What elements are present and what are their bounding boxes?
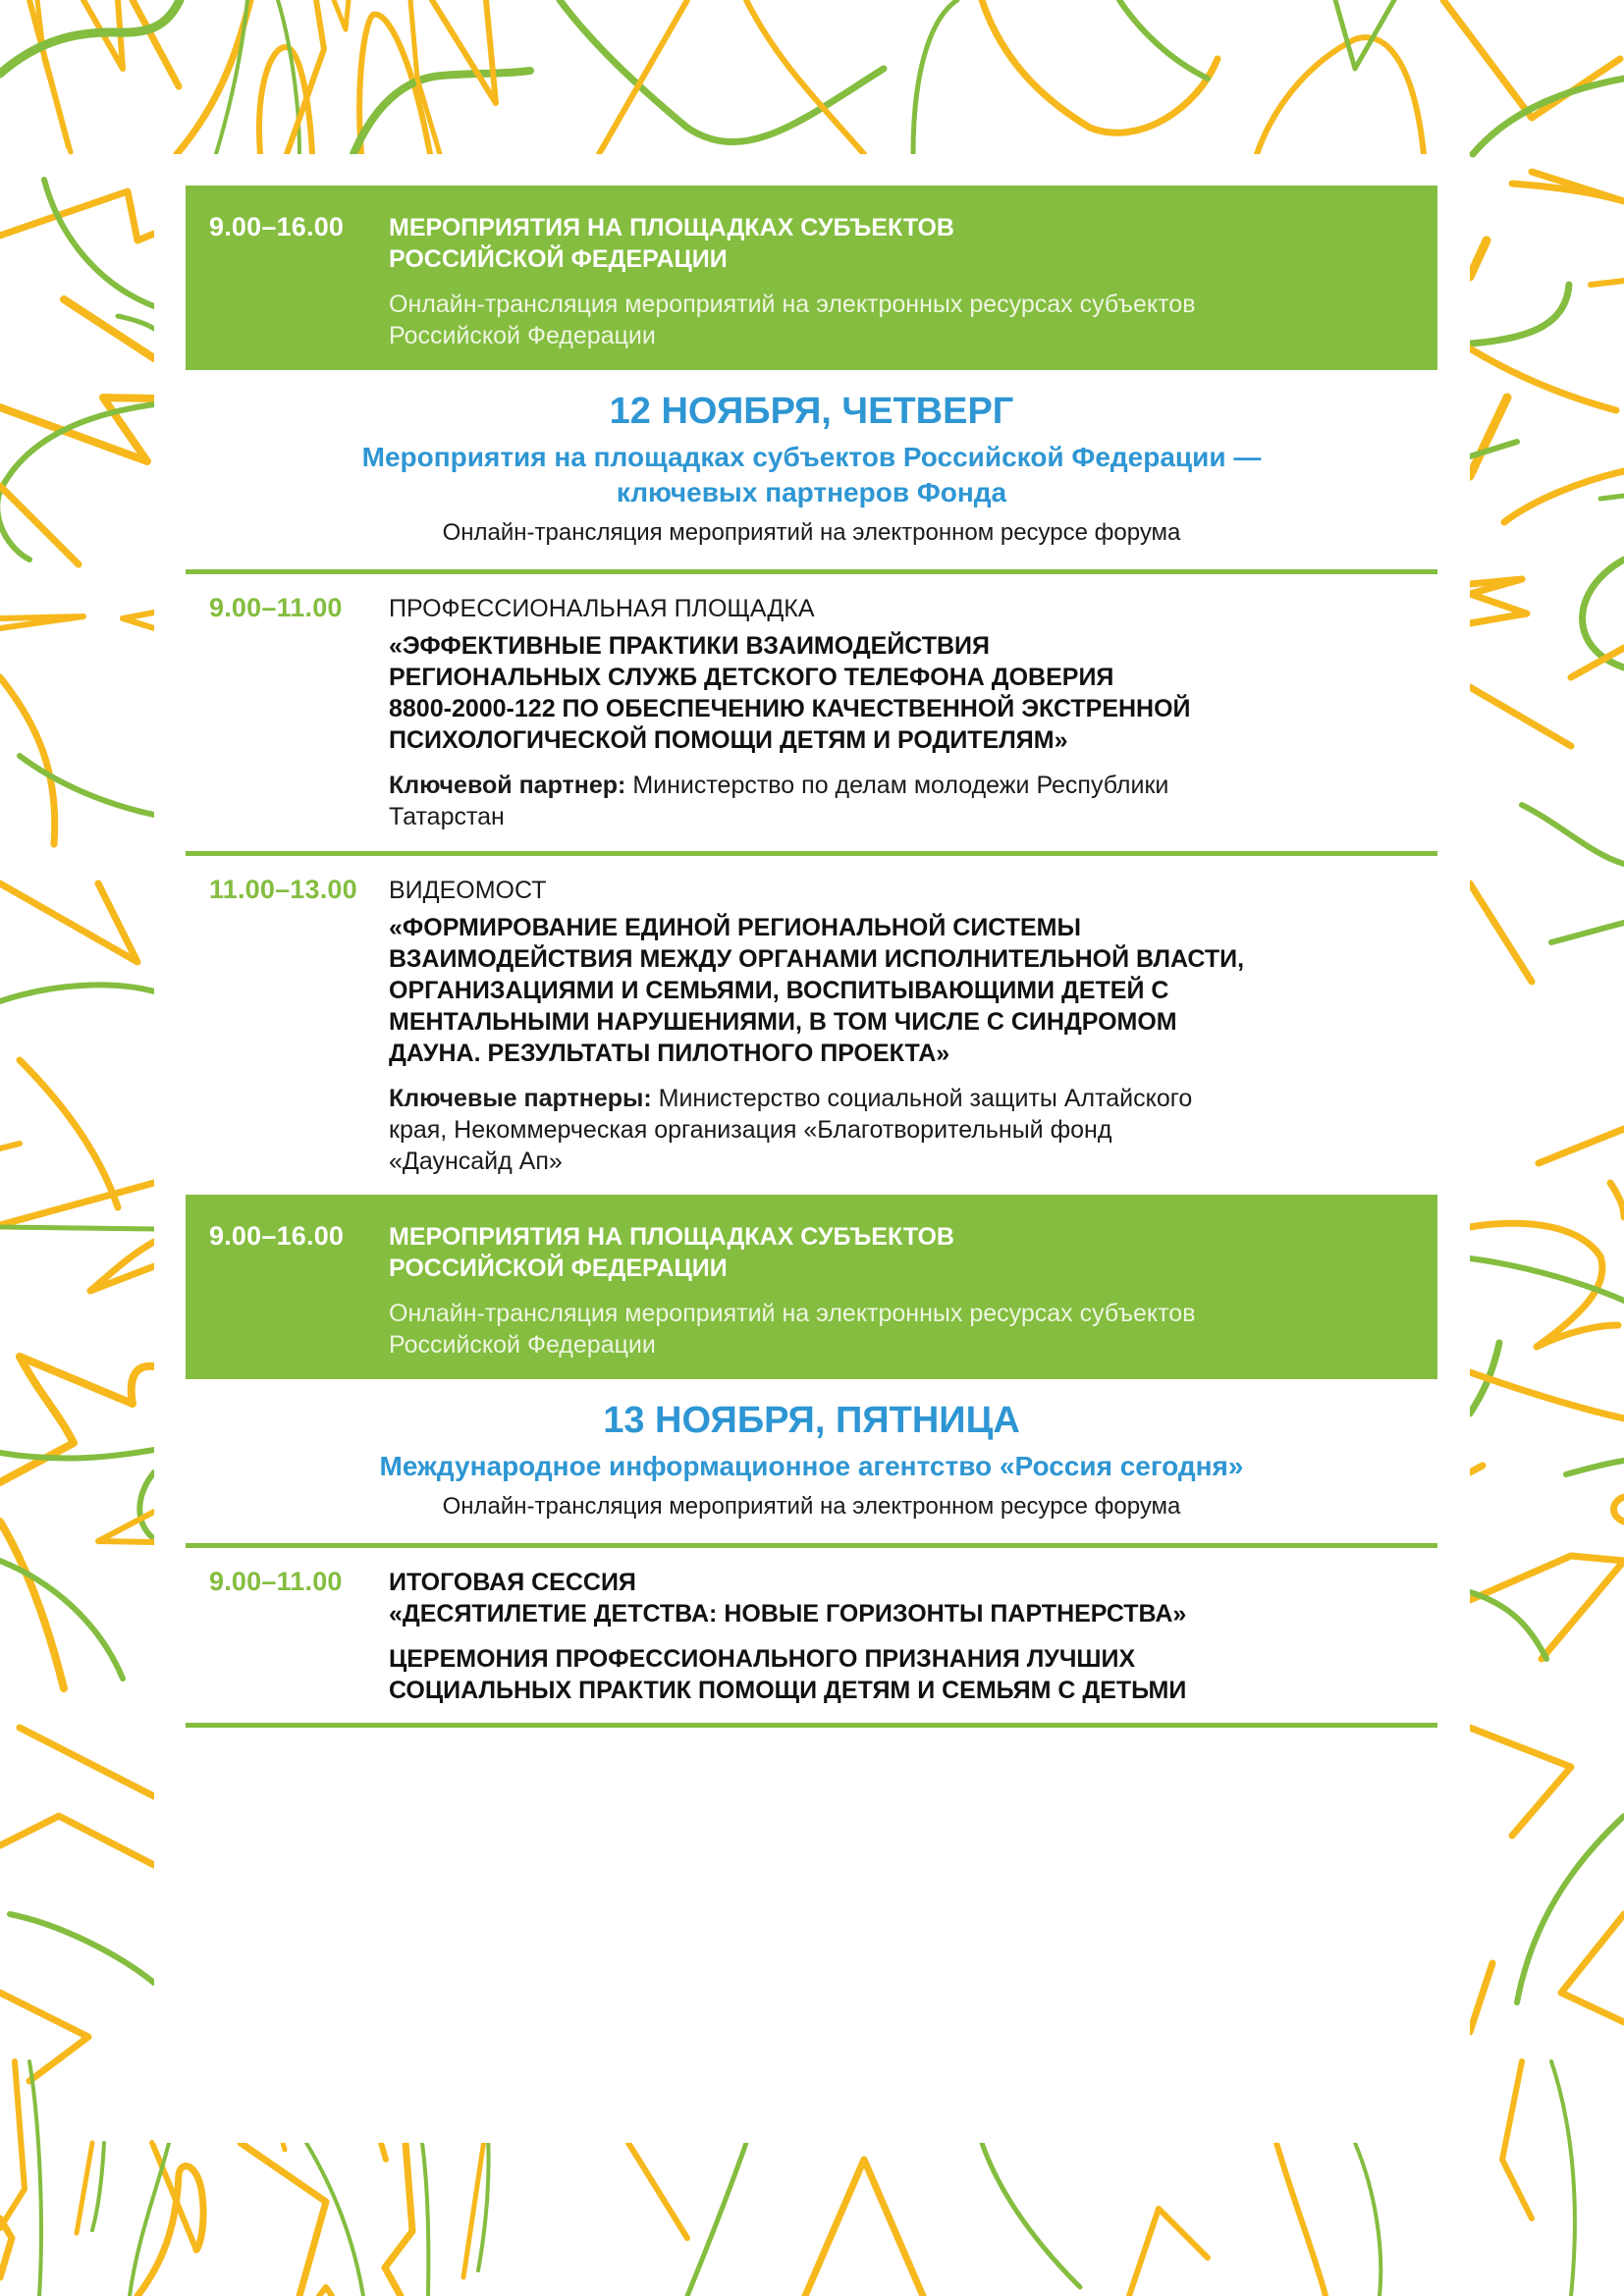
day-note: Онлайн-трансляция мероприятий на электронном ресурсе форума: [442, 519, 1181, 546]
session-title-line: ПСИХОЛОГИЧЕСКОЙ ПОМОЩИ ДЕТЯМ И РОДИТЕЛЯМ»: [389, 726, 1068, 754]
session-type: ПРОФЕССИОНАЛЬНАЯ ПЛОЩАДКА: [389, 595, 815, 622]
decor-stroke: [0, 616, 83, 628]
highlight-block-regions-12: [186, 1195, 1437, 1379]
decor-stroke: [1470, 687, 1571, 746]
decor-stroke: [1470, 1963, 1492, 2032]
decor-stroke: [37, 0, 71, 152]
partner-text: края, Некоммерческая организация «Благотворительный фонд: [389, 1116, 1112, 1144]
decor-stroke: [0, 1450, 154, 1459]
decor-stroke: [0, 1522, 64, 1688]
decor-stroke: [385, 2143, 412, 2296]
decor-stroke: [319, 2287, 332, 2296]
decor-stroke: [1470, 1372, 1624, 1418]
decor-stroke: [334, 0, 349, 29]
day-subtitle: [186, 440, 1437, 510]
session-item: [186, 593, 1437, 832]
decor-stroke: [139, 1472, 154, 1539]
session-time: 9.00–16.00: [209, 1221, 345, 1251]
decor-stroke: [1470, 579, 1527, 623]
decor-stroke: [20, 1060, 118, 1207]
decor-stroke: [90, 1242, 154, 1291]
day-header-12: [186, 389, 1437, 548]
decor-stroke: [0, 2218, 12, 2277]
decor-stroke: [241, 2143, 326, 2296]
decor-stroke: [283, 2143, 285, 2150]
decor-stroke: [1551, 2061, 1575, 2296]
decor-stroke: [118, 316, 154, 329]
decor-stroke: [1355, 2143, 1380, 2296]
highlight-title: [389, 1221, 1418, 1284]
decor-stroke: [1502, 2061, 1532, 2218]
session-item: [186, 875, 1437, 1177]
highlight-title-line: РОССИЙСКОЙ ФЕДЕРАЦИИ: [389, 1255, 728, 1282]
decor-stroke: [1119, 0, 1208, 79]
decor-stroke: [1470, 348, 1616, 410]
decor-stroke: [1470, 1466, 1483, 1472]
decor-stroke: [1470, 1592, 1546, 1659]
day-subtitle-line: ключевых партнеров Фонда: [616, 477, 1007, 507]
day-subtitle-line: Мероприятия на площадках субъектов Российской Федерации —: [361, 442, 1262, 472]
highlight-subtitle: [389, 1298, 1418, 1361]
decor-stroke: [687, 2143, 746, 2296]
highlight-subtitle: [389, 289, 1418, 351]
session-title-line: РЕГИОНАЛЬНЫХ СЛУЖБ ДЕТСКОГО ТЕЛЕФОНА ДОВЕРИЯ: [389, 664, 1114, 691]
decor-stroke: [77, 2143, 92, 2233]
session-title-line: ОРГАНИЗАЦИЯМИ И СЕМЬЯМИ, ВОСПИТЫВАЮЩИМИ ДЕТЕЙ С: [389, 977, 1169, 1004]
highlight-subtitle-line: Российской Федерации: [389, 1331, 656, 1359]
decor-stroke: [1522, 805, 1624, 864]
highlight-block-regions-11: [186, 186, 1437, 370]
session-title-line: ИТОГОВАЯ СЕССИЯ: [389, 1569, 636, 1596]
day-title: 12 НОЯБРЯ, ЧЕТВЕРГ: [609, 391, 1014, 432]
decor-stroke: [1470, 883, 1532, 982]
highlight-title-line: РОССИЙСКОЙ ФЕДЕРАЦИИ: [389, 245, 728, 273]
decor-stroke: [0, 191, 154, 240]
decor-stroke: [746, 0, 864, 154]
decor-stroke: [1473, 79, 1624, 154]
decor-stroke: [1443, 0, 1620, 118]
session-title-line: 8800-2000-122 ПО ОБЕСПЕЧЕНИЮ КАЧЕСТВЕННОЙ ЭКСТРЕННОЙ: [389, 695, 1191, 722]
decor-stroke: [177, 0, 250, 154]
highlight-subtitle-line: Российской Федерации: [389, 322, 656, 349]
partner-text: «Даунсайд Ап»: [389, 1148, 563, 1175]
decor-stroke: [123, 613, 154, 628]
highlight-subtitle-line: Онлайн-трансляция мероприятий на электронных ресурсах субъектов: [389, 291, 1196, 318]
decor-stroke: [381, 2143, 386, 2160]
session-item: [186, 1567, 1437, 1706]
decor-stroke: [1470, 285, 1569, 344]
session-time: 11.00–13.00: [209, 875, 357, 904]
session-title-line: «ЭФФЕКТИВНЫЕ ПРАКТИКИ ВЗАИМОДЕЙСТВИЯ: [389, 632, 990, 660]
decor-stroke: [0, 1144, 20, 1148]
decor-stroke: [0, 486, 79, 564]
decor-stroke: [1335, 0, 1394, 69]
session-type: ВИДЕОМОСТ: [389, 877, 547, 904]
day-header-13: [186, 1398, 1437, 1522]
decor-stroke: [1470, 240, 1487, 277]
decor-stroke: [0, 1183, 154, 1225]
decor-stroke: [20, 1728, 154, 1796]
decor-stroke: [1542, 1561, 1624, 1659]
decor-stroke: [1566, 1461, 1624, 1474]
session-title: [389, 1567, 1418, 1629]
decor-stroke: [1600, 496, 1624, 499]
session-time: 9.00–16.00: [209, 212, 345, 241]
highlight-subtitle-line: Онлайн-трансляция мероприятий на электронных ресурсах субъектов: [389, 1300, 1196, 1327]
highlight-title-line: МЕРОПРИЯТИЯ НА ПЛОЩАДКАХ СУБЪЕКТОВ: [389, 214, 954, 241]
ceremony-title: [389, 1643, 1418, 1706]
divider: [186, 569, 1437, 574]
ceremony-title-line: ЦЕРЕМОНИЯ ПРОФЕССИОНАЛЬНОГО ПРИЗНАНИЯ ЛУЧШИХ: [389, 1645, 1136, 1673]
decor-stroke: [1561, 1914, 1624, 2022]
decor-stroke: [0, 1227, 154, 1229]
decor-stroke: [1591, 281, 1624, 285]
decor-stroke: [422, 2143, 428, 2296]
session-title-line: МЕНТАЛЬНЫМИ НАРУШЕНИЯМИ, В ТОМ ЧИСЛЕ С СИНДРОМОМ: [389, 1008, 1177, 1036]
decor-stroke: [1512, 172, 1624, 201]
partner-label: Ключевые партнеры:: [389, 1085, 652, 1112]
decor-stroke: [805, 2160, 923, 2296]
decor-stroke: [0, 2061, 25, 2228]
decor-stroke: [1539, 1129, 1624, 1163]
divider: [186, 1723, 1437, 1728]
decor-stroke: [10, 1914, 154, 1983]
decor-stroke: [1517, 1816, 1624, 2002]
decor-stroke: [0, 985, 154, 1001]
decor-stroke: [306, 2143, 363, 2296]
day-note: Онлайн-трансляция мероприятий на электронном ресурсе форума: [442, 1493, 1181, 1520]
decor-stroke: [913, 0, 957, 154]
partner-text: Татарстан: [389, 803, 505, 830]
decor-stroke: [599, 0, 687, 154]
decor-stroke: [1470, 442, 1517, 456]
highlight-title: [389, 212, 1418, 275]
divider: [186, 1543, 1437, 1548]
session-title-line: ДАУНА. РЕЗУЛЬТАТЫ ПИЛОТНОГО ПРОЕКТА»: [389, 1040, 950, 1067]
session-title: [389, 912, 1418, 1069]
decor-stroke: [353, 71, 530, 154]
divider: [186, 851, 1437, 856]
session-partner: [389, 770, 1418, 832]
decor-stroke: [29, 2061, 41, 2296]
decor-stroke: [1614, 1497, 1624, 1522]
decor-stroke: [628, 2143, 687, 2238]
decor-stroke: [982, 2143, 1080, 2287]
decor-stroke: [0, 404, 154, 560]
decor-stroke: [432, 0, 496, 103]
day-title: 13 НОЯБРЯ, ПЯТНИЦА: [603, 1400, 1020, 1441]
session-time: 9.00–11.00: [209, 593, 343, 622]
decor-stroke: [1257, 37, 1424, 154]
session-title: [389, 630, 1418, 756]
session-title-line: «ДЕСЯТИЛЕТИЕ ДЕТСТВА: НОВЫЕ ГОРИЗОНТЫ ПАРТНЕРСТВА»: [389, 1600, 1187, 1628]
decor-stroke: [1276, 2143, 1326, 2296]
partner-text: Министерство по делам молодежи Республики: [625, 772, 1169, 799]
session-title-line: ВЗАИМОДЕЙСТВИЯ МЕЖДУ ОРГАНАМИ ИСПОЛНИТЕЛЬНОЙ ВЛАСТИ,: [389, 945, 1245, 973]
decor-stroke: [1610, 1183, 1624, 1217]
decor-stroke: [1470, 1223, 1618, 1347]
decor-stroke: [20, 756, 154, 815]
session-title-line: «ФОРМИРОВАНИЕ ЕДИНОЙ РЕГИОНАЛЬНОЙ СИСТЕМЫ: [389, 914, 1081, 941]
decor-stroke: [0, 1561, 123, 1679]
highlight-title-line: МЕРОПРИЯТИЯ НА ПЛОЩАДКАХ СУБЪЕКТОВ: [389, 1223, 954, 1251]
decor-stroke: [1551, 923, 1624, 942]
partner-text: Министерство социальной защиты Алтайского: [651, 1085, 1193, 1112]
decor-stroke: [92, 2143, 104, 2230]
decor-stroke: [1470, 1728, 1571, 1836]
decor-stroke: [1470, 398, 1507, 476]
decor-stroke: [1129, 2209, 1208, 2296]
day-subtitle: Международное информационное агентство «Россия сегодня»: [379, 1451, 1244, 1481]
partner-label: Ключевой партнер:: [389, 772, 626, 799]
session-partner: [389, 1083, 1418, 1177]
ceremony-title-line: СОЦИАЛЬНЫХ ПРАКТИК ПОМОЩИ ДЕТЯМ И СЕМЬЯМ С ДЕТЬМИ: [389, 1677, 1187, 1704]
decor-stroke: [0, 1816, 154, 1865]
session-time: 9.00–11.00: [209, 1567, 343, 1596]
decor-stroke: [0, 883, 137, 962]
decor-stroke: [64, 299, 154, 358]
